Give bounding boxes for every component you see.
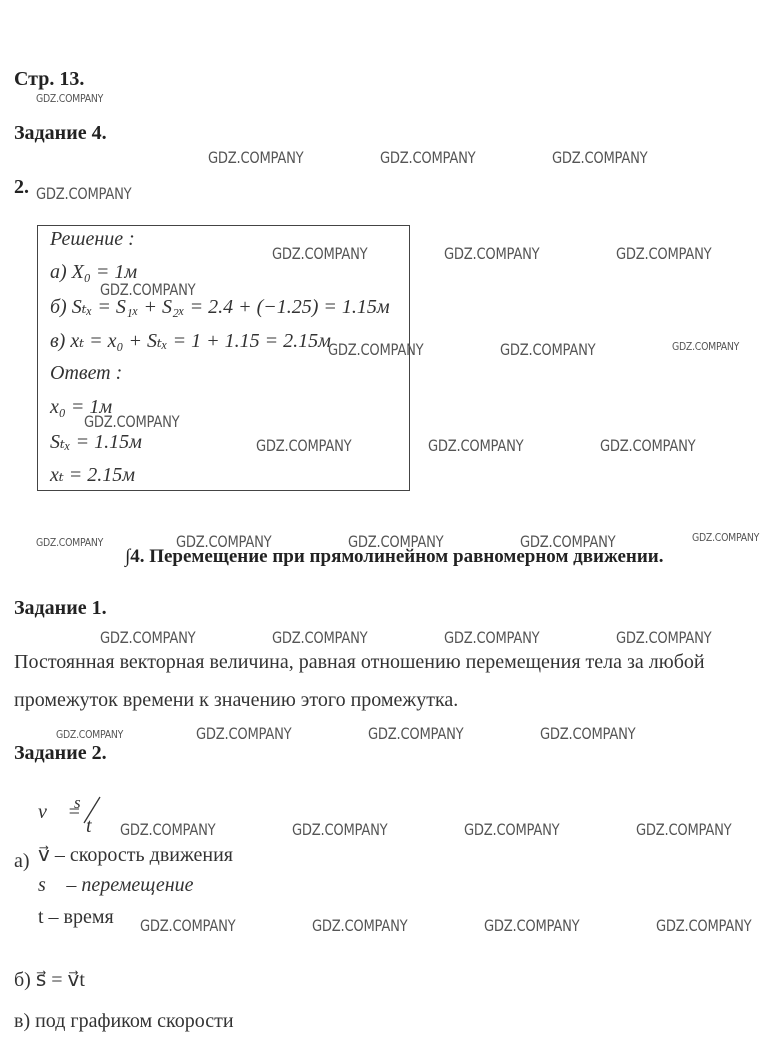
task4-item-number: 2. [14,176,29,198]
watermark: GDZ.COMPANY [312,916,408,935]
watermark: GDZ.COMPANY [36,92,104,105]
watermark: GDZ.COMPANY [616,244,712,263]
solution-label: Решение : [50,228,135,250]
watermark: GDZ.COMPANY [520,532,616,551]
solution-line-c: в) xₜ = x₀ + Sₜₓ = 1 + 1.15 = 2.15м [50,330,331,352]
watermark: GDZ.COMPANY [348,532,444,551]
watermark: GDZ.COMPANY [176,532,272,551]
section-title: ∫4. Перемещение при прямолинейном равномерном движении. [125,546,664,567]
task1-heading: Задание 1. [14,597,107,619]
task1-line2: промежуток времени к значению этого промежутка. [14,689,459,711]
solution-line-b: б) Sₜₓ = S₁ₓ + S₂ₓ = 2.4 + (−1.25) = 1.15м [50,296,390,318]
watermark: GDZ.COMPANY [120,820,216,839]
watermark: GDZ.COMPANY [672,340,740,353]
watermark: GDZ.COMPANY [692,531,760,544]
task2-a-velocity: v⃗ – скорость движения [38,844,234,866]
watermark: GDZ.COMPANY [208,148,304,167]
task2-b: б) s⃗ = v⃗t [14,969,85,991]
watermark: GDZ.COMPANY [256,436,352,455]
formula-numerator: s⃗ [74,793,94,812]
answer-x0: x₀ = 1м [50,396,113,418]
watermark: GDZ.COMPANY [368,724,464,743]
task2-a-displacement: s⃗ – перемещение [38,874,194,896]
watermark: GDZ.COMPANY [600,436,696,455]
watermark: GDZ.COMPANY [272,628,368,647]
watermark: GDZ.COMPANY [636,820,732,839]
watermark: GDZ.COMPANY [540,724,636,743]
watermark: GDZ.COMPANY [328,340,424,359]
task2-heading: Задание 2. [14,742,107,764]
answer-stx: Sₜₓ = 1.15м [50,431,142,453]
watermark: GDZ.COMPANY [100,280,196,299]
watermark: GDZ.COMPANY [552,148,648,167]
watermark: GDZ.COMPANY [484,916,580,935]
watermark: GDZ.COMPANY [656,916,752,935]
watermark: GDZ.COMPANY [272,244,368,263]
page-title: Стр. 13. [14,68,85,90]
watermark: GDZ.COMPANY [500,340,596,359]
watermark: GDZ.COMPANY [444,244,540,263]
task2-c: в) под графиком скорости [14,1010,234,1032]
task4-heading: Задание 4. [14,122,107,144]
task2-a-label: а) [14,850,30,872]
solution-line-a: a) X₀ = 1м [50,261,138,283]
watermark: GDZ.COMPANY [428,436,524,455]
watermark: GDZ.COMPANY [196,724,292,743]
watermark: GDZ.COMPANY [380,148,476,167]
formula-v: v⃗ = [38,801,81,823]
watermark: GDZ.COMPANY [36,536,104,549]
watermark: GDZ.COMPANY [464,820,560,839]
watermark: GDZ.COMPANY [292,820,388,839]
answer-label: Ответ : [50,362,123,384]
formula-denominator: t [86,815,92,837]
watermark: GDZ.COMPANY [140,916,236,935]
fraction-slash-icon [80,795,104,825]
watermark: GDZ.COMPANY [56,728,124,741]
watermark: GDZ.COMPANY [36,184,132,203]
watermark: GDZ.COMPANY [444,628,540,647]
task2-a-time: t – время [38,906,114,928]
task1-line1: Постоянная векторная величина, равная отношению перемещения тела за любой [14,651,705,673]
watermark: GDZ.COMPANY [616,628,712,647]
watermark: GDZ.COMPANY [84,412,180,431]
answer-xt: xₜ = 2.15м [50,464,136,486]
watermark: GDZ.COMPANY [100,628,196,647]
